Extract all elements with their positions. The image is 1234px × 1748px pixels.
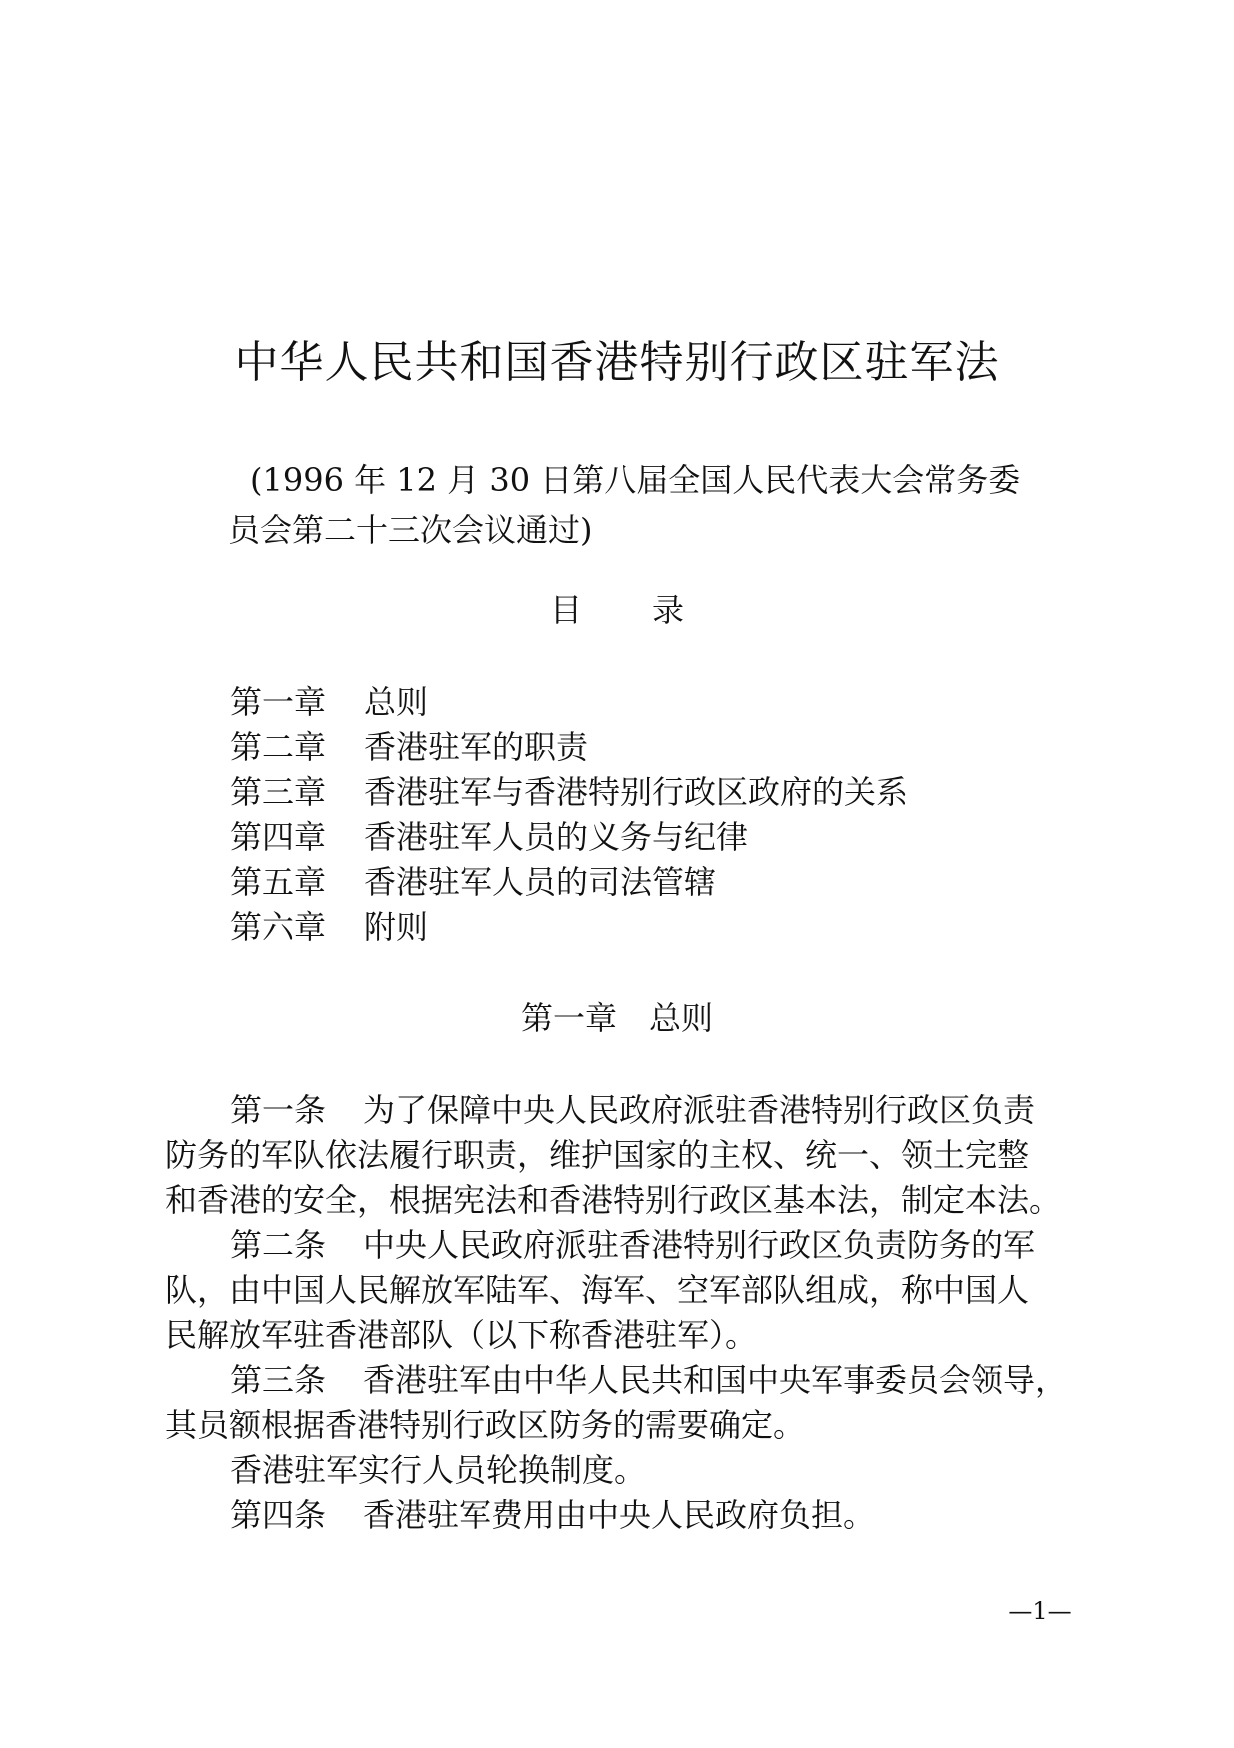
chapter-title: 总则 bbox=[649, 999, 714, 1037]
article-text: 民解放军驻香港部队（以下称香港驻军）。 bbox=[165, 1316, 758, 1354]
toc-heading bbox=[0, 588, 1234, 632]
article-number: 第一条 bbox=[230, 1091, 327, 1129]
toc-item bbox=[230, 860, 1130, 905]
article-first-line bbox=[165, 1358, 1105, 1403]
chapter-heading bbox=[0, 996, 1234, 1040]
toc-item bbox=[230, 905, 1130, 950]
chapter-number: 第一章 bbox=[520, 999, 617, 1037]
article-text: 香港驻军由中华人民共和国中央军事委员会领导， bbox=[363, 1361, 1068, 1399]
toc-chapter-title: 香港驻军与香港特别行政区政府的关系 bbox=[364, 773, 909, 811]
article-text: 中央人民政府派驻香港特别行政区负责防务的军 bbox=[363, 1226, 1036, 1264]
table-of-contents bbox=[230, 680, 1130, 950]
article-number: 第四条 bbox=[230, 1496, 327, 1534]
article-number: 第三条 bbox=[230, 1361, 327, 1399]
article-text: 和香港的安全，根据宪法和香港特别行政区基本法，制定本法。 bbox=[165, 1181, 1062, 1219]
page-number: —1— bbox=[1008, 1597, 1072, 1625]
toc-chapter-title: 香港驻军人员的义务与纪律 bbox=[364, 818, 749, 856]
article-text: 为了保障中央人民政府派驻香港特别行政区负责 bbox=[363, 1091, 1036, 1129]
article-text: 防务的军队依法履行职责，维护国家的主权、统一、领土完整 bbox=[165, 1136, 1030, 1174]
toc-chapter-number: 第五章 bbox=[230, 863, 327, 901]
toc-chapter-number: 第一章 bbox=[230, 683, 327, 721]
article-first-line bbox=[165, 1493, 1105, 1538]
toc-chapter-number: 第三章 bbox=[230, 773, 327, 811]
chapter-body bbox=[165, 1088, 1105, 1538]
adoption-note bbox=[228, 455, 1028, 555]
toc-chapter-number: 第二章 bbox=[230, 728, 327, 766]
toc-chapter-title: 总则 bbox=[364, 683, 429, 721]
toc-item bbox=[230, 770, 1130, 815]
toc-item bbox=[230, 815, 1130, 860]
adoption-note-line: 员会第二十三次会议通过) bbox=[228, 511, 593, 549]
toc-chapter-title: 附则 bbox=[364, 908, 429, 946]
article-text: 队，由中国人民解放军陆军、海军、空军部队组成，称中国人 bbox=[165, 1271, 1030, 1309]
adoption-note-line: (1996 年 12 月 30 日第八届全国人民代表大会常务委 bbox=[250, 461, 1021, 499]
toc-item bbox=[230, 725, 1130, 770]
toc-chapter-number: 第六章 bbox=[230, 908, 327, 946]
toc-chapter-title: 香港驻军的职责 bbox=[364, 728, 589, 766]
toc-heading-char: 目 bbox=[549, 591, 582, 629]
article-first-line bbox=[165, 1223, 1105, 1268]
toc-item bbox=[230, 680, 1130, 725]
article-first-line bbox=[165, 1088, 1105, 1133]
document-title: 中华人民共和国香港特别行政区驻军法 bbox=[234, 337, 1000, 388]
toc-chapter-number: 第四章 bbox=[230, 818, 327, 856]
article-text: 香港驻军费用由中央人民政府负担。 bbox=[363, 1496, 876, 1534]
article-number: 第二条 bbox=[230, 1226, 327, 1264]
toc-heading-char: 录 bbox=[652, 591, 685, 629]
toc-chapter-title: 香港驻军人员的司法管辖 bbox=[364, 863, 717, 901]
article-text: 其员额根据香港特别行政区防务的需要确定。 bbox=[165, 1406, 806, 1444]
paragraph-text: 香港驻军实行人员轮换制度。 bbox=[230, 1451, 647, 1489]
